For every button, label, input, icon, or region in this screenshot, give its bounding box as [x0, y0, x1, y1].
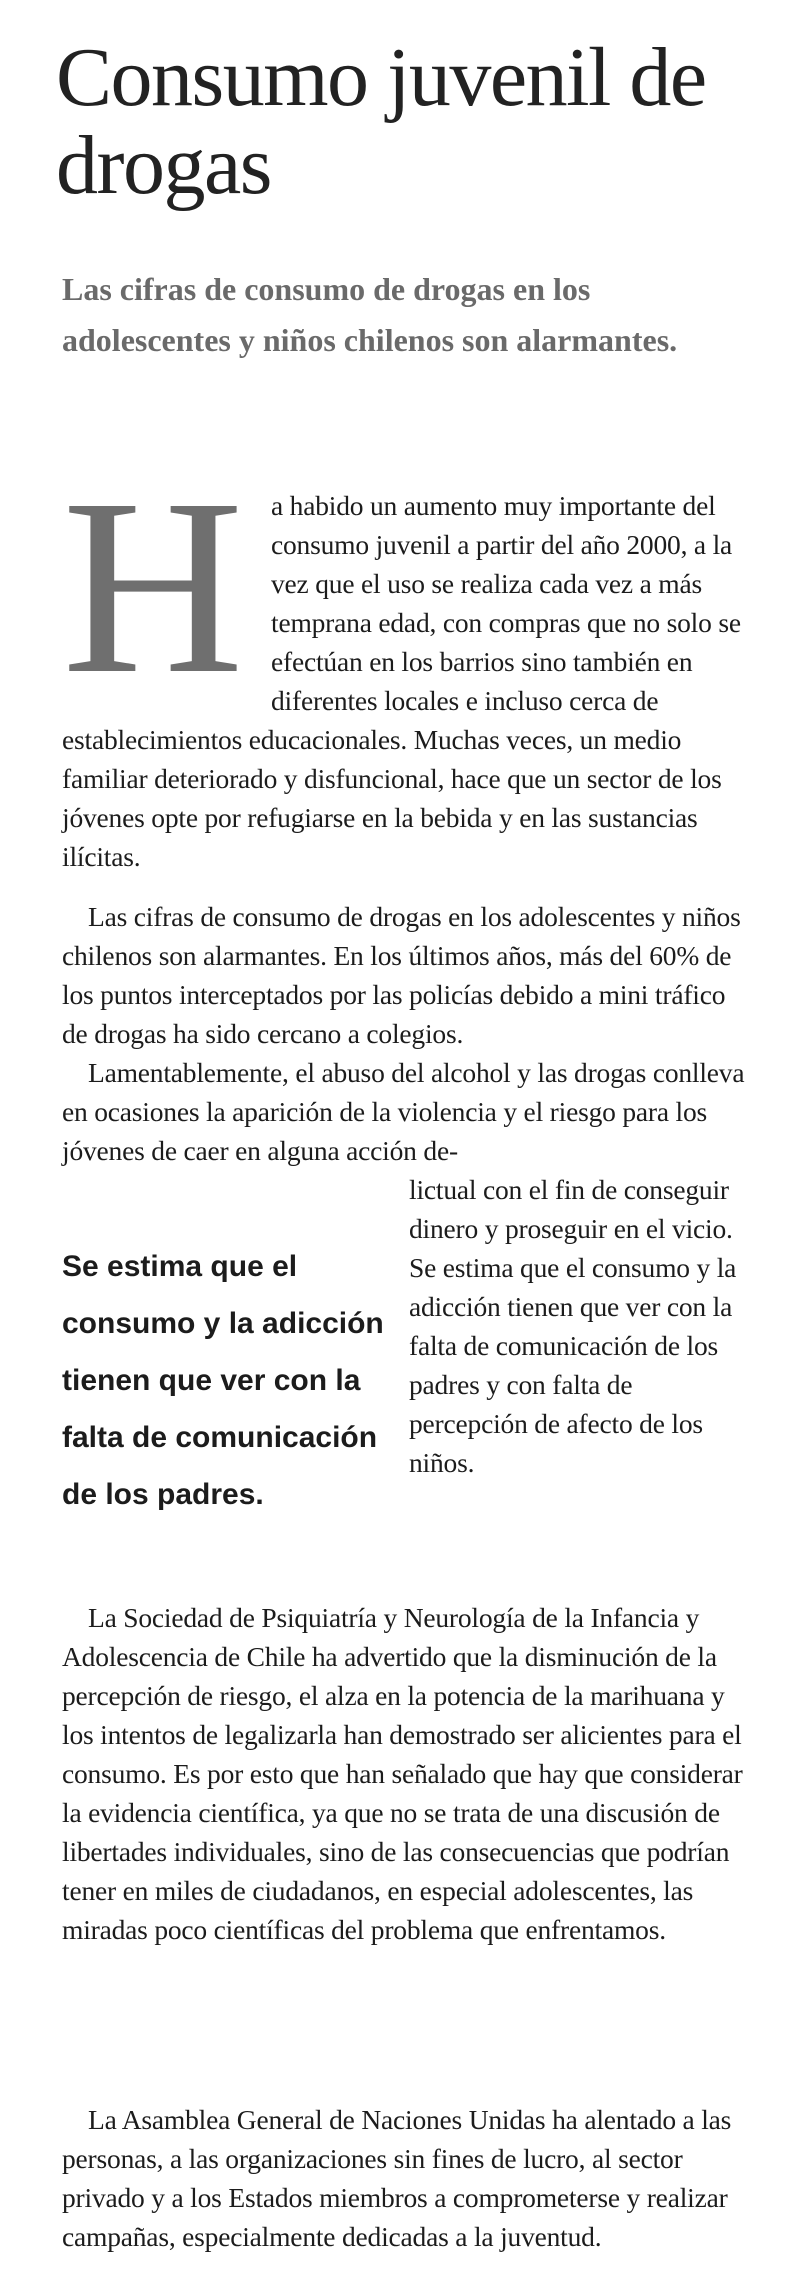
- pull-quote: Se estima que el consumo y la adicción tienen que ver con la falta de comunicación de los padres.: [62, 1250, 384, 1511]
- intro-paragraph-text: a habido un aumento muy importante del consumo juvenil a partir del año 2000, a la vez que el uso se realiza cada vez a más temprana edad, con compras que no solo se efectúan en los barrios sino también en diferentes locales e incluso cerca de establecimientos educacionales. Muchas veces, un medio familiar deteriorado y disfuncional, hace que un sector de los jóvenes opte por refugiarse en la bebida y en las sustancias ilícitas.: [62, 490, 741, 872]
- body-paragraph-2: Las cifras de consumo de drogas en los adolescentes y niños chilenos son alarmantes. En los últimos años, más del 60% de los puntos interceptados por las policías debido a mini tráfico de drogas ha sido cercano a colegios.: [62, 901, 741, 1049]
- headline: Consumo juvenil de drogas: [56, 31, 706, 212]
- body-paragraph-3-continued: lictual con el fin de conseguir dinero y proseguir en el vicio. Se estima que el consumo y la adicción tienen que ver con la falta de comunicación de los padres y con falta de percepción de afecto de los niños.: [409, 1174, 737, 1478]
- body-paragraph-4: La Sociedad de Psiquiatría y Neurología de la Infancia y Adolescencia de Chile ha advertido que la disminución de la percepción de riesgo, el alza en la potencia de la marihuana y los intentos de legalizarla han demostrado ser alicientes para el consumo. Es por esto que han señalado que hay que considerar la evidencia científica, ya que no se trata de una discusión de libertades individuales, sino de las consecuencias que podrían tener en miles de ciudadanos, en especial adolescentes, las miradas poco científicas del problema que enfrentamos.: [62, 1602, 743, 1945]
- body-paragraph-3: Lamentablemente, el abuso del alcohol y las drogas conlleva en ocasiones la aparición de la violencia y el riesgo para los jóvenes de caer en alguna acción de-: [62, 1057, 745, 1166]
- body-paragraph-5: La Asamblea General de Naciones Unidas ha alentado a las personas, a las organizaciones sin fines de lucro, al sector privado y a los Estados miembros a comprometerse y realizar campañas, especialmente dedicadas a la juventud.: [62, 2104, 732, 2252]
- intro-paragraph: [62, 446, 745, 876]
- deck-subheadline: Las cifras de consumo de drogas en los adolescentes y niños chilenos son alarmantes.: [62, 271, 678, 358]
- drop-cap: H: [62, 446, 244, 726]
